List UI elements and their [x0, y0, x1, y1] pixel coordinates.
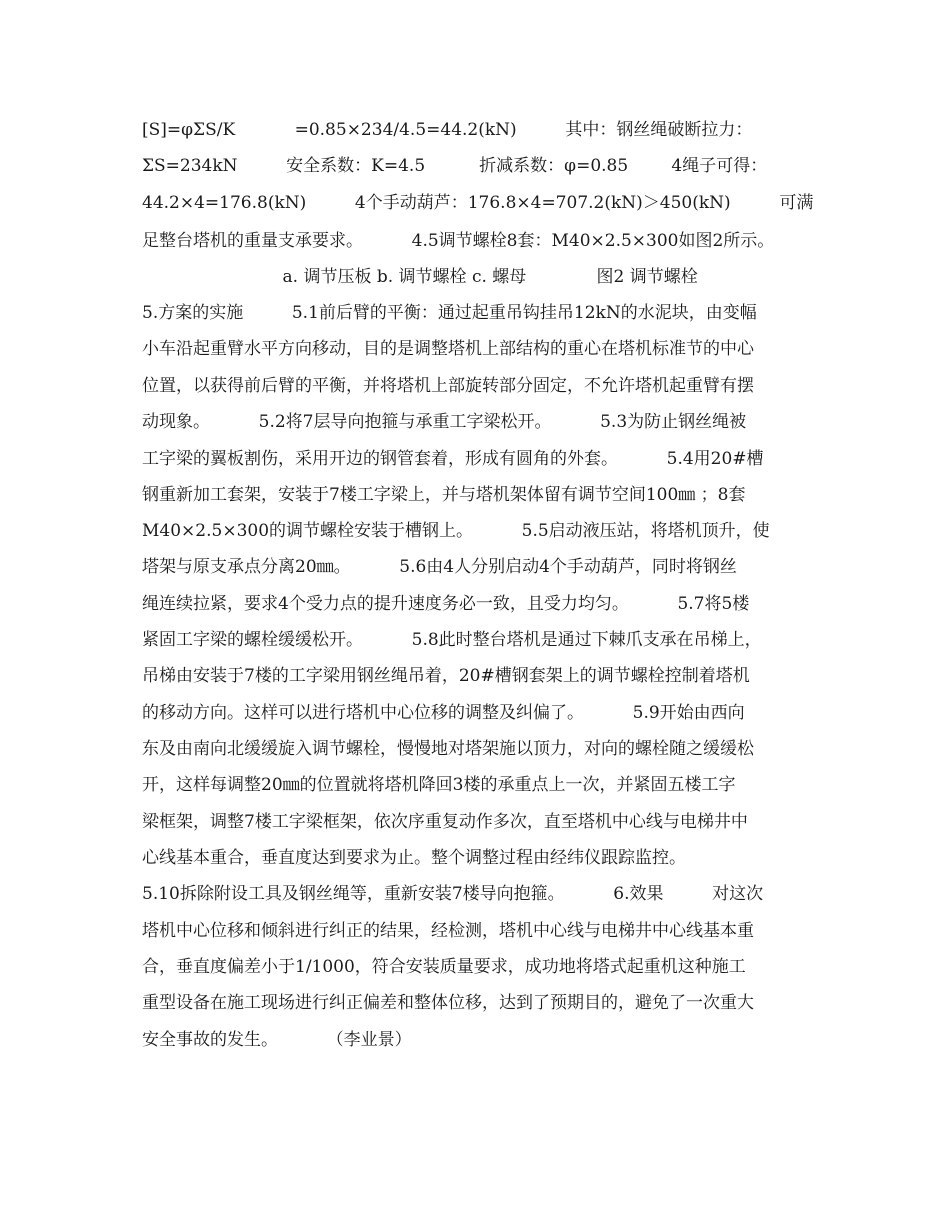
text-line: 塔机中心位移和倾斜进行纠正的结果，经检测，塔机中心线与电梯井中心线基本重 [142, 921, 754, 941]
text-line: 的移动方向。这样可以进行塔机中心位移的调整及纠偏了。 5.9开始由西向 [142, 703, 745, 723]
text-line: 小车沿起重臂水平方向移动，目的是调整塔机上部结构的重心在塔机标准节的中心 [142, 339, 754, 359]
text-line: 工字梁的翼板割伤，采用开边的钢管套着，形成有圆角的外套。 5.4用20#槽 [142, 449, 764, 469]
text-line: 绳连续拉紧，要求4个受力点的提升速度务必一致，且受力均匀。 5.7将5楼 [142, 594, 750, 614]
author-line: 安全事故的发生。 （李业景） [142, 1030, 412, 1050]
text-line: 重型设备在施工现场进行纠正偏差和整体位移，达到了预期目的，避免了一次重大 [142, 993, 754, 1013]
text-line: ΣS=234kN 安全系数：K=4.5 折减系数：φ=0.85 4绳子可得： [142, 156, 768, 176]
text-line: 紧固工字梁的螺栓缓缓松开。 5.8此时整台塔机是通过下棘爪支承在吊梯上， [142, 630, 762, 650]
text-line: 44.2×4=176.8(kN) 4个手动葫芦：176.8×4=707.2(kN)＞450(kN) 可满 [142, 193, 814, 213]
text-line: 足整台塔机的重量支承要求。 4.5调节螺栓8套：M40×2.5×300如图2所示。 [142, 231, 775, 251]
text-line: 吊梯由安装于7楼的工字梁用钢丝绳吊着，20#槽钢套架上的调节螺栓控制着塔机 [142, 666, 750, 686]
text-line: [S]=φΣS/K =0.85×234/4.5=44.2(kN) 其中：钢丝绳破断拉力： [142, 120, 753, 140]
text-line: 5.10拆除附设工具及钢丝绳等，重新安装7楼导向抱箍。 6.效果 对这次 [142, 884, 764, 904]
text-line: 5.方案的实施 5.1前后臂的平衡：通过起重吊钩挂吊12kN的水泥块，由变幅 [142, 303, 757, 323]
text-line: 位置，以获得前后臂的平衡，并将塔机上部旋转部分固定，不允许塔机起重臂有摆 [142, 376, 754, 396]
text-line: M40×2.5×300的调节螺栓安装于槽钢上。 5.5启动液压站，将塔机顶升，使 [142, 521, 770, 541]
text-line: 开，这样每调整20㎜的位置就将塔机降回3楼的承重点上一次，并紧固五楼工字 [142, 775, 736, 795]
text-line: 钢重新加工套架，安装于7楼工字梁上，并与塔机架体留有调节空间100㎜ ；8套 [142, 485, 746, 505]
text-line: 东及由南向北缓缓旋入调节螺栓，慢慢地对塔架施以顶力，对向的螺栓随之缓缓松 [142, 739, 754, 759]
text-line: 塔架与原支承点分离20㎜。 5.6由4人分别启动4个手动葫芦，同时将钢丝 [142, 557, 737, 577]
text-line: 合，垂直度偏差小于1/1000，符合安装质量要求，成功地将塔式起重机这种施工 [142, 957, 746, 977]
text-line: 心线基本重合，垂直度达到要求为止。整个调整过程由经纬仪跟踪监控。 [142, 848, 686, 868]
figure-caption: a. 调节压板 b. 调节螺栓 c. 螺母 图2 调节螺栓 [142, 267, 698, 287]
text-line: 梁框架，调整7楼工字梁框架，依次序重复动作多次，直至塔机中心线与电梯井中 [142, 812, 748, 832]
text-line: 动现象。 5.2将7层导向抱箍与承重工字梁松开。 5.3为防止钢丝绳被 [142, 412, 747, 432]
